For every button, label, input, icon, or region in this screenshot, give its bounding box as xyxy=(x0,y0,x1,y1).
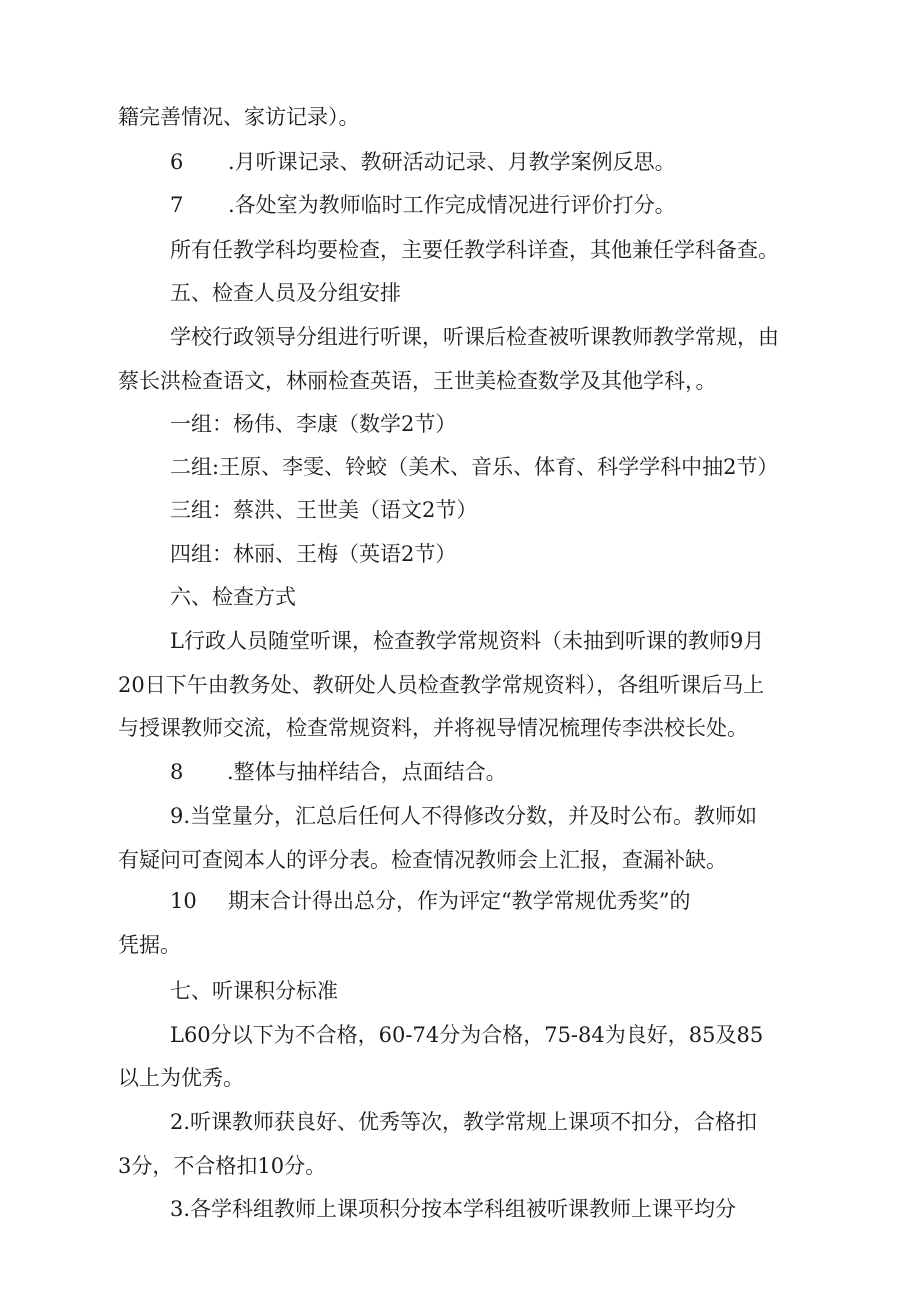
section-heading: 六、检查方式 xyxy=(170,585,296,609)
list-item-10 xyxy=(170,888,690,914)
paragraph-line: L行政人员随堂听课，检查教学常规资料（未抽到听课的教师9月 xyxy=(170,629,765,653)
item-text: .月听课记录、教研活动记录、月教学案例反思。 xyxy=(228,150,676,174)
list-item-7 xyxy=(170,192,676,218)
paragraph-line: 以上为优秀。 xyxy=(118,1066,244,1090)
paragraph-line: 蔡长洪检查语文，林丽检查英语，王世美检查数学及其他学科，。 xyxy=(118,369,717,393)
item-text: .整体与抽样结合，点面结合。 xyxy=(227,760,507,784)
paragraph-line: L60分以下为不合格，60-74分为合格，75-84为良好，85及85 xyxy=(170,1023,764,1047)
list-item-6 xyxy=(170,149,676,175)
item-number: 6 xyxy=(170,150,184,174)
item-text: 期末合计得出总分，作为评定“教学常规优秀奖”的 xyxy=(228,889,691,913)
item-number: 7 xyxy=(170,193,184,217)
paragraph-line: 凭据。 xyxy=(118,933,181,957)
paragraph-line: 学校行政领导分组进行听课，听课后检查被听课教师教学常规，由 xyxy=(170,325,779,349)
section-heading: 七、听课积分标准 xyxy=(170,979,338,1003)
group-line: 四组：林丽、王梅（英语2节） xyxy=(170,542,457,566)
paragraph-line: 籍完善情况、家访记录）。 xyxy=(118,105,360,129)
group-line: 三组：蔡洪、王世美（语文2节） xyxy=(170,498,478,522)
group-line: 二组:王原、李雯、铃蛟（美术、音乐、体育、科学学科中抽2节） xyxy=(170,455,779,479)
paragraph-line: 有疑问可查阅本人的评分表。检查情况教师会上汇报，查漏补缺。 xyxy=(118,848,727,872)
paragraph-line: 2.听课教师获良好、优秀等次，教学常规上课项不扣分，合格扣 xyxy=(170,1110,758,1134)
paragraph-line: 9.当堂量分，汇总后任何人不得修改分数，并及时公布。教师如 xyxy=(170,804,758,828)
group-line: 一组：杨伟、李康（数学2节） xyxy=(170,412,457,436)
paragraph-line: 所有任教学科均要检查，主要任教学科详查，其他兼任学科备查。 xyxy=(170,238,779,262)
paragraph-line: 3分，不合格扣10分。 xyxy=(118,1154,327,1178)
paragraph-line: 3.各学科组教师上课项积分按本学科组被听课教师上课平均分 xyxy=(170,1197,737,1221)
item-number: 10 xyxy=(170,889,197,913)
paragraph-line: 与授课教师交流，检查常规资料，并将视导情况梳理传李洪校长处。 xyxy=(118,716,748,740)
item-text: .各处室为教师临时工作完成情况进行评价打分。 xyxy=(228,193,676,217)
item-number: 8 xyxy=(170,760,184,784)
section-heading: 五、检查人员及分组安排 xyxy=(170,281,401,305)
paragraph-line: 20日下午由教务处、教研处人员检查教学常规资料），各组听课后马上 xyxy=(118,673,765,697)
list-item-8 xyxy=(170,759,507,785)
